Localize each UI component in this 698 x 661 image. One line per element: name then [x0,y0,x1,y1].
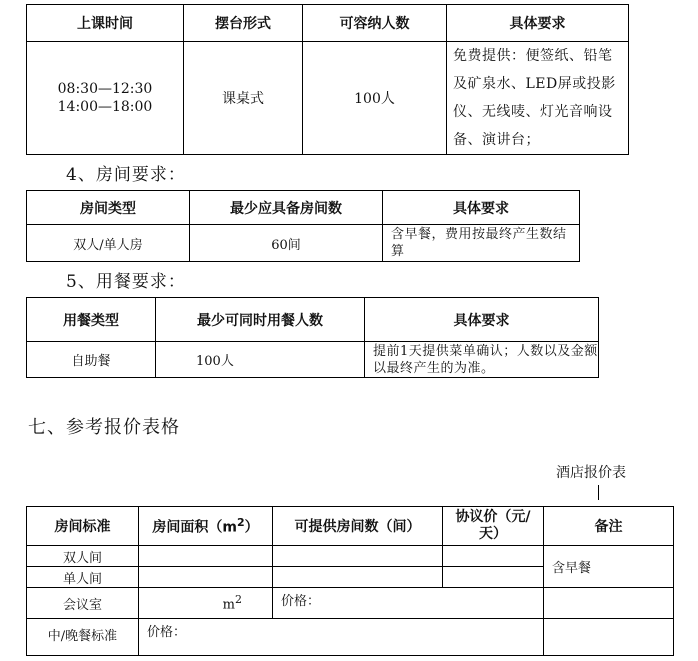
double-area-cell [139,546,273,567]
room-requirement-text: 含早餐，费用按最终产生数结算 [391,227,567,259]
header-capacity: 可容纳人数 [303,5,447,42]
meal-requirement-text: 提前1天提供菜单确认；人数以及金额以最终产生的为准。 [373,343,598,376]
row-single-room: 单人间 [27,567,139,588]
area-label: 房间面积（m [152,519,237,536]
single-rooms-cell [273,567,443,588]
session-table [26,4,629,155]
header-room-count: 最少应具备房间数 [190,191,383,225]
section5-heading: 5、用餐要求： [66,272,186,292]
conference-price-cell: 价格： [273,588,544,619]
header-requirement: 具体要求 [447,5,629,42]
header-setup: 摆台形式 [184,5,303,42]
header-class-time: 上课时间 [27,5,184,42]
room-type-cell: 双人/单人房 [27,225,190,262]
room-requirement-cell [383,225,580,262]
double-price-cell [443,546,544,567]
header-meal-type: 用餐类型 [27,298,156,342]
room-requirement-table [26,190,580,262]
row-conference-room: 会议室 [27,588,139,619]
header-room-area [139,507,273,546]
area-sup: 2 [236,515,245,529]
single-price-cell [443,567,544,588]
row-double-room: 双人间 [27,546,139,567]
single-area-cell [139,567,273,588]
class-time-cell [27,42,184,155]
remark-breakfast-cell: 含早餐 [544,546,674,588]
capacity-cell: 100人 [303,42,447,155]
price-table [26,506,674,656]
requirement-text: 免费提供：便签纸、铅笔及矿泉水、LED屏或投影仪、无线唛、灯光音响设备、演讲台； [453,48,616,148]
conference-area-sup: 2 [235,593,242,607]
header-available-rooms: 可提供房间数（间） [273,507,443,546]
caption-cursor-mark [598,485,599,500]
time-afternoon: 14:00—18:00 [57,99,153,115]
header-remark: 备注 [544,507,674,546]
area-close: ） [244,519,259,536]
header-meal-count: 最少可同时用餐人数 [156,298,365,342]
conference-area-cell [139,588,273,619]
conference-remark-cell [544,588,674,619]
setup-cell: 课桌式 [184,42,303,155]
price-table-caption: 酒店报价表 [556,465,626,481]
meal-requirement-table [26,297,599,378]
requirement-cell [447,42,629,155]
time-morning: 08:30—12:30 [57,81,153,97]
header-room-standard: 房间标准 [27,507,139,546]
meal-requirement-cell [365,342,599,378]
header-room-type: 房间类型 [27,191,190,225]
meal-price-cell: 价格： [139,619,544,656]
header-meal-requirement: 具体要求 [365,298,599,342]
room-count-cell: 60间 [190,225,383,262]
conference-area-unit: m [222,597,235,613]
section4-heading: 4、房间要求： [66,165,186,185]
meal-count-cell: 100人 [156,342,365,378]
row-meal-standard: 中/晚餐标准 [27,619,139,656]
meal-remark-cell [544,619,674,656]
header-room-requirement: 具体要求 [383,191,580,225]
double-rooms-cell [273,546,443,567]
meal-type-cell: 自助餐 [27,342,156,378]
section7-heading: 七、参考报价表格 [28,417,180,438]
header-agreement-price: 协议价（元/天） [443,507,544,546]
